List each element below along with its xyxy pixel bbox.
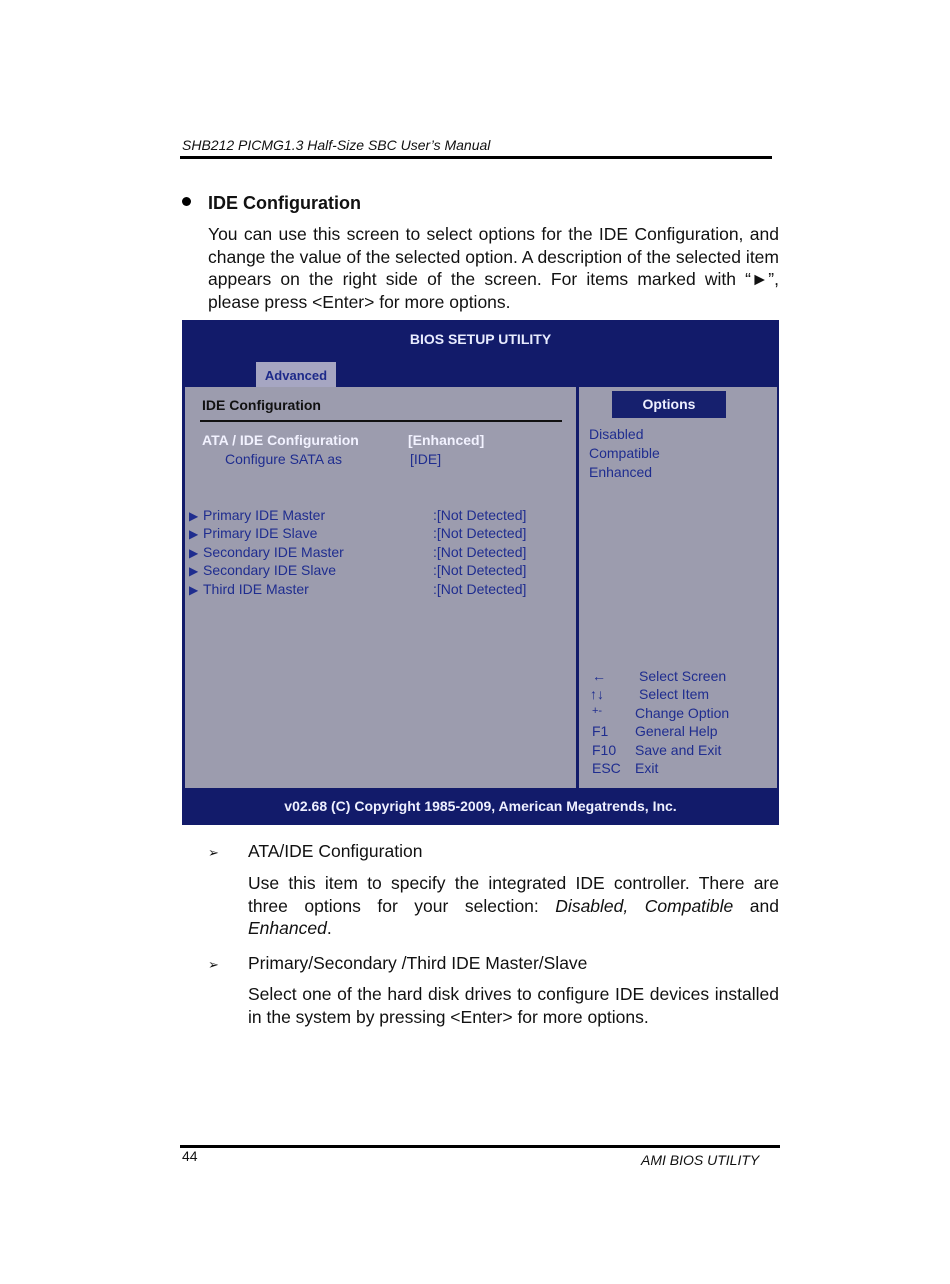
body-emphasis: Disabled, Compatible [555, 895, 734, 916]
setting-sata-value[interactable]: [IDE] [410, 451, 442, 467]
setting-ata-ide-label[interactable]: ATA / IDE Configuration [202, 432, 359, 448]
section-title: IDE Configuration [208, 193, 361, 213]
key-change-option: Change Option [635, 705, 730, 721]
device-row[interactable] [189, 581, 198, 599]
page-header-title: SHB212 PICMG1.3 Half-Size SBC User’s Manual [182, 137, 491, 153]
device-row[interactable] [189, 562, 198, 580]
bios-right-panel [579, 387, 777, 788]
device-secondary-slave-value: :[Not Detected] [433, 562, 527, 578]
key-esc: ESC [592, 760, 621, 776]
footer-rule [180, 1145, 780, 1148]
device-secondary-master-label[interactable]: Secondary IDE Master [203, 544, 344, 560]
key-f1: F1 [592, 723, 609, 739]
item-master-slave-title: Primary/Secondary /Third IDE Master/Slave [248, 953, 588, 973]
device-row[interactable] [189, 525, 198, 543]
device-primary-master-value: :[Not Detected] [433, 507, 527, 523]
device-row[interactable] [189, 507, 198, 525]
submenu-arrow-icon: ▶ [189, 583, 199, 597]
left-arrow-icon: ← [592, 668, 606, 684]
options-header: Options [612, 391, 726, 418]
setting-ata-ide-value[interactable]: [Enhanced] [408, 432, 485, 448]
bullet-icon [182, 197, 191, 206]
item-master-slave-body: Select one of the hard disk drives to configure IDE devices installed in the system by pressing <Enter> for more options. [248, 984, 779, 1027]
bios-copyright: v02.68 (C) Copyright 1985-2009, American Megatrends, Inc. [182, 790, 779, 825]
setting-sata-label[interactable]: Configure SATA as [225, 451, 342, 467]
page-number: 44 [182, 1148, 198, 1164]
key-f10: F10 [592, 742, 617, 758]
device-secondary-master-value: :[Not Detected] [433, 544, 527, 560]
key-general-help: General Help [635, 723, 718, 739]
up-down-arrow-icon: ↑↓ [590, 686, 604, 702]
device-primary-slave-value: :[Not Detected] [433, 525, 527, 541]
device-row[interactable] [189, 544, 198, 562]
body-emphasis: Enhanced [248, 918, 327, 938]
bios-left-panel [185, 387, 576, 788]
item-marker-icon: ➢ [208, 957, 219, 972]
bios-screen [182, 320, 779, 825]
footer-title: AMI BIOS UTILITY [641, 1152, 760, 1168]
submenu-arrow-icon: ▶ [189, 509, 199, 523]
device-secondary-slave-label[interactable]: Secondary IDE Slave [203, 562, 337, 578]
key-select-screen: Select Screen [639, 668, 727, 684]
key-plus-minus: +- [592, 705, 603, 717]
panel-title: IDE Configuration [202, 397, 321, 413]
submenu-arrow-icon: ▶ [189, 546, 199, 560]
tab-advanced[interactable]: Advanced [256, 362, 336, 387]
device-primary-slave-label[interactable]: Primary IDE Slave [203, 525, 318, 541]
submenu-arrow-icon: ▶ [189, 527, 199, 541]
key-select-item: Select Item [639, 686, 710, 702]
device-primary-master-label[interactable]: Primary IDE Master [203, 507, 326, 523]
device-third-master-value: :[Not Detected] [433, 581, 527, 597]
option-compatible[interactable]: Compatible [589, 445, 660, 461]
section-intro: You can use this screen to select options for the IDE Configuration, and change the value of the selected option. A description of the selected item appears on the right side of the screen. For items marked with “►”, please press <Enter> for more options. [208, 224, 779, 312]
option-enhanced[interactable]: Enhanced [589, 464, 653, 480]
item-ata-ide-body [248, 872, 779, 940]
body-text: . [326, 918, 332, 938]
body-text: and [733, 895, 780, 916]
bios-title: BIOS SETUP UTILITY [409, 331, 552, 347]
item-ata-ide-title: ATA/IDE Configuration [248, 841, 423, 861]
panel-rule [200, 420, 562, 422]
option-disabled[interactable]: Disabled [589, 426, 644, 442]
device-third-master-label[interactable]: Third IDE Master [203, 581, 309, 597]
header-rule [180, 156, 772, 159]
key-save-exit: Save and Exit [635, 742, 722, 758]
body-text: Use this item to specify the integrated IDE controller. There are three options for your selection: [248, 873, 779, 916]
submenu-arrow-icon: ▶ [189, 564, 199, 578]
item-marker-icon: ➢ [208, 845, 219, 860]
key-exit: Exit [635, 760, 659, 776]
